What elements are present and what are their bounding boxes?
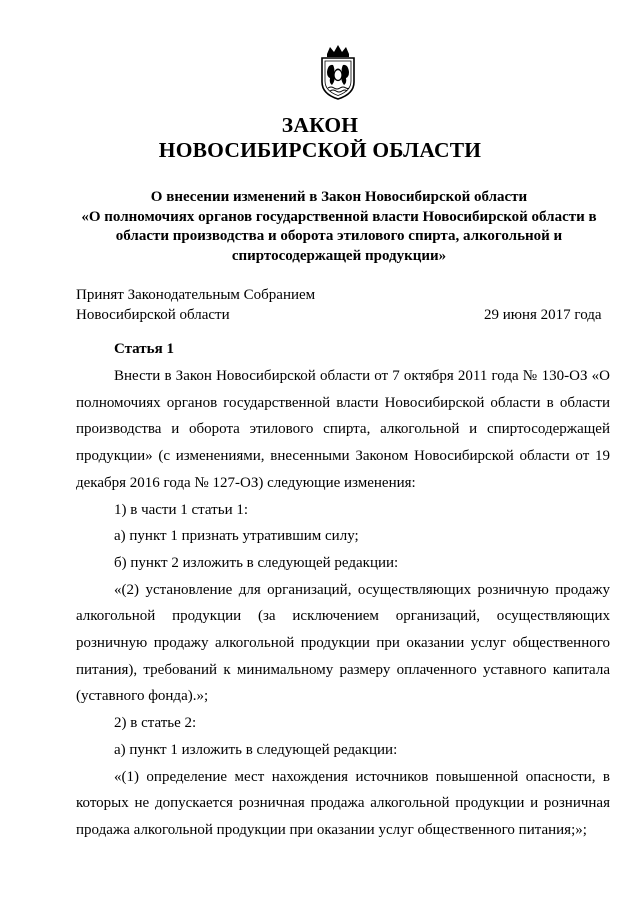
- coat-of-arms-icon: [318, 44, 358, 100]
- article-paragraph: «(2) установление для организаций, осуществляющих розничную продажу алкогольной продукции (за исключением организаций, осуществляющих розничную продажу алкогольной продукции при оказании услуг общественного питания), требований к минимальному размеру оплаченного уставного капитала (уставного фонда).»;: [76, 581, 610, 705]
- adoption-block: [76, 285, 315, 325]
- article-paragraph: а) пункт 1 изложить в следующей редакции:: [114, 741, 398, 758]
- subtitle-line4: спиртосодержащей продукции»: [231, 247, 447, 264]
- article-paragraph: 2) в статье 2:: [114, 715, 197, 732]
- adoption-line1: Принят Законодательным Собранием: [76, 287, 316, 303]
- subtitle-line2: «О полномочиях органов государственной власти Новосибирской области в: [81, 208, 597, 225]
- law-title-line1: ЗАКОН: [281, 113, 359, 137]
- article-paragraph: 1) в части 1 статьи 1:: [114, 501, 249, 518]
- adoption-line2: Новосибирской области: [76, 307, 230, 323]
- subtitle-line1: О внесении изменений в Закон Новосибирской области: [150, 189, 528, 205]
- article-paragraph: а) пункт 1 признать утратившим силу;: [114, 528, 359, 545]
- article-body: [76, 363, 610, 844]
- law-subtitle: [62, 188, 616, 266]
- subtitle-line3: области производства и оборота этилового спирта, алкогольной и: [115, 228, 563, 244]
- law-title-line2: НОВОСИБИРСКОЙ ОБЛАСТИ: [158, 138, 482, 162]
- article-heading: Статья 1: [114, 341, 174, 357]
- adoption-date: 29 июня 2017 года: [484, 307, 602, 323]
- article-paragraph: «(1) определение мест нахождения источников повышенной опасности, в которых не допускается розничная продажа алкогольной продукции и розничная продажа алкогольной продукции при оказании услуг общественного питания;»;: [76, 768, 610, 838]
- article-paragraph: б) пункт 2 изложить в следующей редакции:: [114, 554, 399, 571]
- article-paragraph: Внести в Закон Новосибирской области от 7 октября 2011 года № 130-ОЗ «О полномочиях органов государственной власти Новосибирской области в области производства и оборота этилового спирта, алкогольной и спиртосодержащей продукции» (с изменениями, внесенными Законом Новосибирской области от 19 декабря 2016 года № 127-ОЗ) следующие изменения:: [76, 368, 610, 491]
